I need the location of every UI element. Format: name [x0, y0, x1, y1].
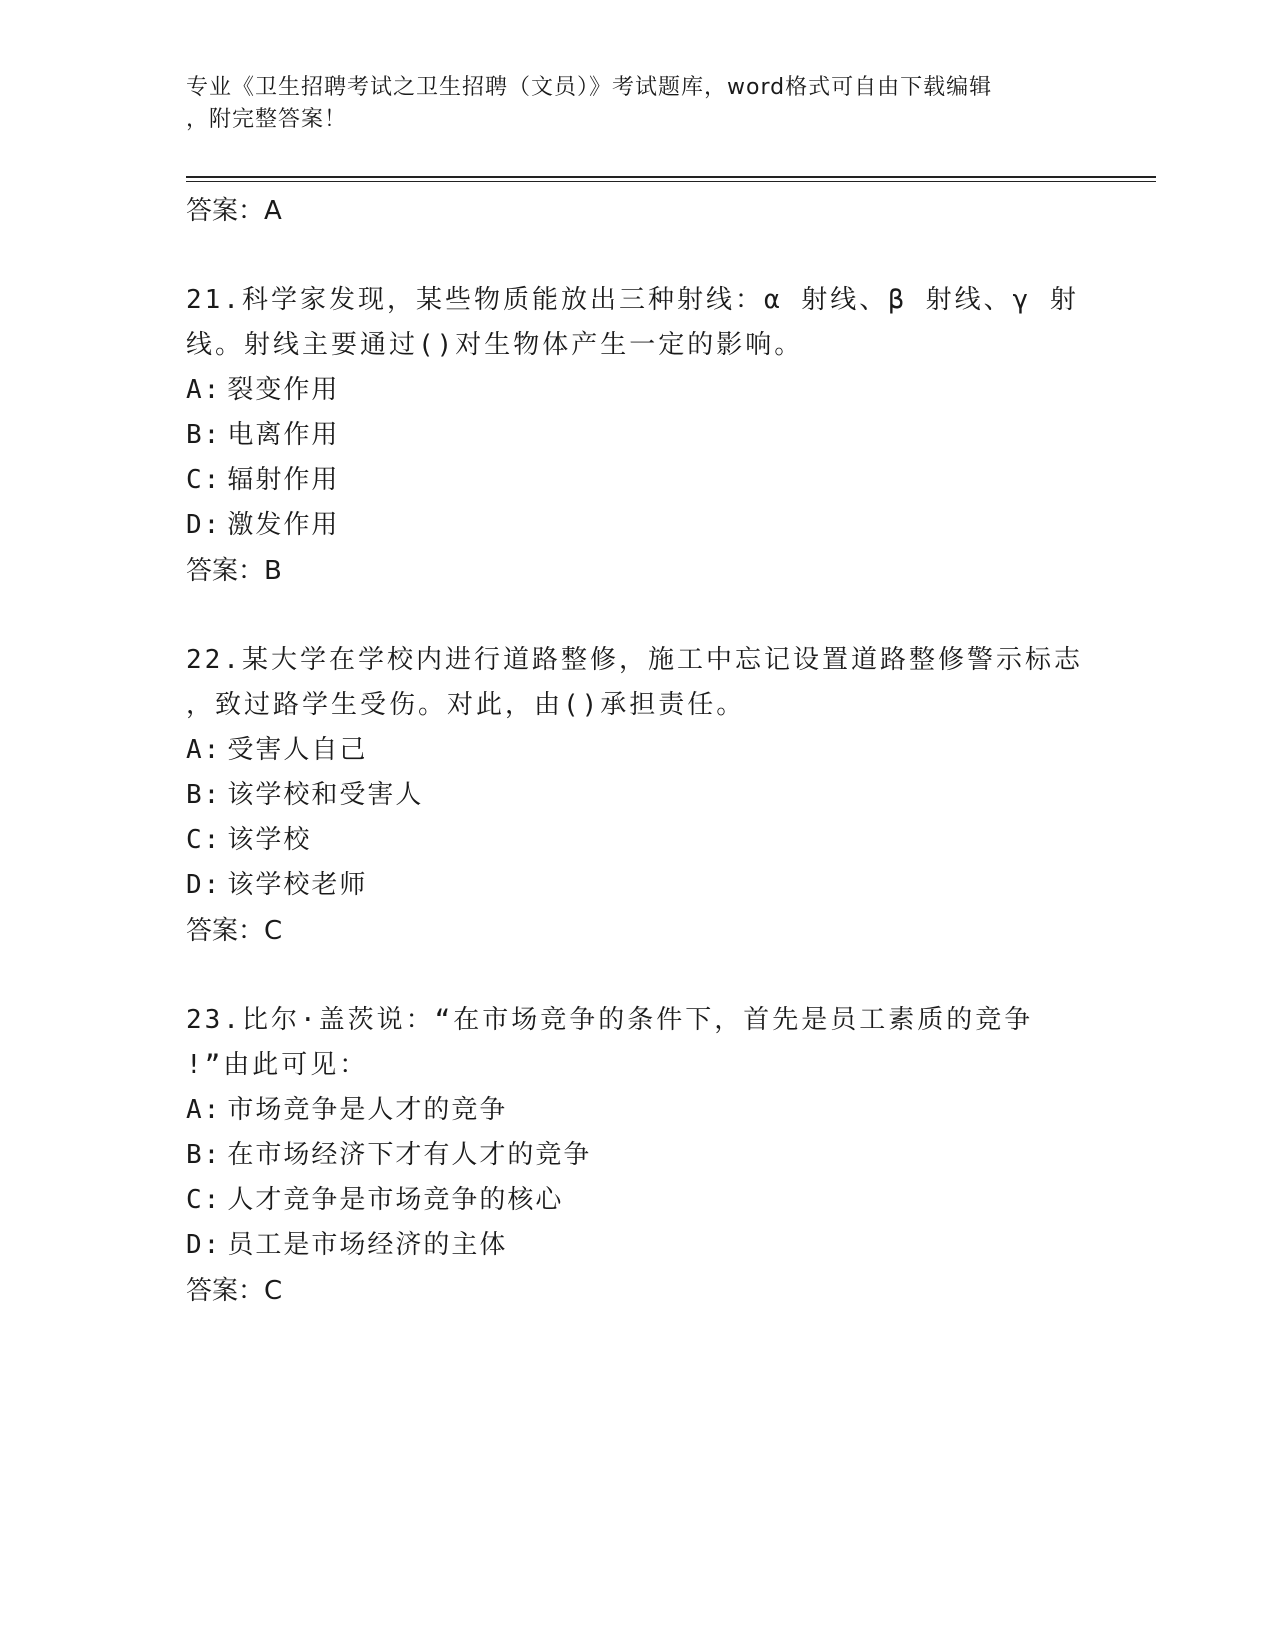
option-label: C: [186, 1185, 222, 1215]
option-text: 该学校 [227, 825, 312, 855]
option-text: 裂变作用 [227, 375, 340, 405]
option-c [186, 458, 1086, 503]
question-23 [186, 998, 1086, 1314]
option-label: A: [186, 735, 222, 765]
document-header [186, 72, 1086, 136]
question-22 [186, 638, 1086, 954]
question-text-line: 线。射线主要通过()对生物体产生一定的影响。 [186, 330, 804, 360]
header-line-2: ，附完整答案！ [186, 107, 348, 132]
option-a [186, 1088, 1086, 1133]
option-label: A: [186, 1095, 222, 1125]
header-divider-thin [186, 181, 1156, 182]
option-label: A: [186, 375, 222, 405]
previous-answer: 答案：A [186, 196, 282, 226]
header-divider-thick [186, 176, 1156, 178]
question-text-line: 22.某大学在学校内进行道路整修，施工中忘记设置道路整修警示标志 [186, 645, 1083, 675]
option-d [186, 863, 1086, 908]
option-d [186, 503, 1086, 548]
option-label: C: [186, 465, 222, 495]
option-text: 受害人自己 [227, 735, 368, 765]
option-label: B: [186, 1140, 222, 1170]
option-b [186, 413, 1086, 458]
option-text: 员工是市场经济的主体 [227, 1230, 508, 1260]
header-line-1: 专业《卫生招聘考试之卫生招聘（文员）》考试题库，word格式可自由下载编辑 [186, 75, 993, 100]
option-a [186, 728, 1086, 773]
option-text: 人才竞争是市场竞争的核心 [227, 1185, 564, 1215]
option-label: B: [186, 420, 222, 450]
question-text-line: 23.比尔·盖茨说：“在市场竞争的条件下，首先是员工素质的竞争 [186, 1005, 1034, 1035]
option-text: 市场竞争是人才的竞争 [227, 1095, 508, 1125]
option-b [186, 1133, 1086, 1178]
option-text: 该学校和受害人 [227, 780, 424, 810]
option-c [186, 1178, 1086, 1223]
question-text-line: !”由此可见： [186, 1050, 369, 1080]
option-label: B: [186, 780, 222, 810]
option-label: D: [186, 510, 222, 540]
option-text: 激发作用 [227, 510, 340, 540]
option-d [186, 1223, 1086, 1268]
question-text-line: ，致过路学生受伤。对此，由()承担责任。 [186, 690, 746, 720]
option-c [186, 818, 1086, 863]
option-label: C: [186, 825, 222, 855]
answer-21: 答案：B [186, 556, 282, 586]
question-21 [186, 278, 1086, 594]
answer-22: 答案：C [186, 916, 283, 946]
answer-23: 答案：C [186, 1276, 283, 1306]
option-b [186, 773, 1086, 818]
option-a [186, 368, 1086, 413]
question-list [186, 188, 1086, 1358]
option-text: 电离作用 [227, 420, 340, 450]
option-label: D: [186, 870, 222, 900]
option-text: 辐射作用 [227, 465, 340, 495]
option-label: D: [186, 1230, 222, 1260]
option-text: 该学校老师 [227, 870, 368, 900]
question-text-line: 21.科学家发现，某些物质能放出三种射线：α 射线、β 射线、γ 射 [186, 285, 1079, 315]
option-text: 在市场经济下才有人才的竞争 [227, 1140, 592, 1170]
